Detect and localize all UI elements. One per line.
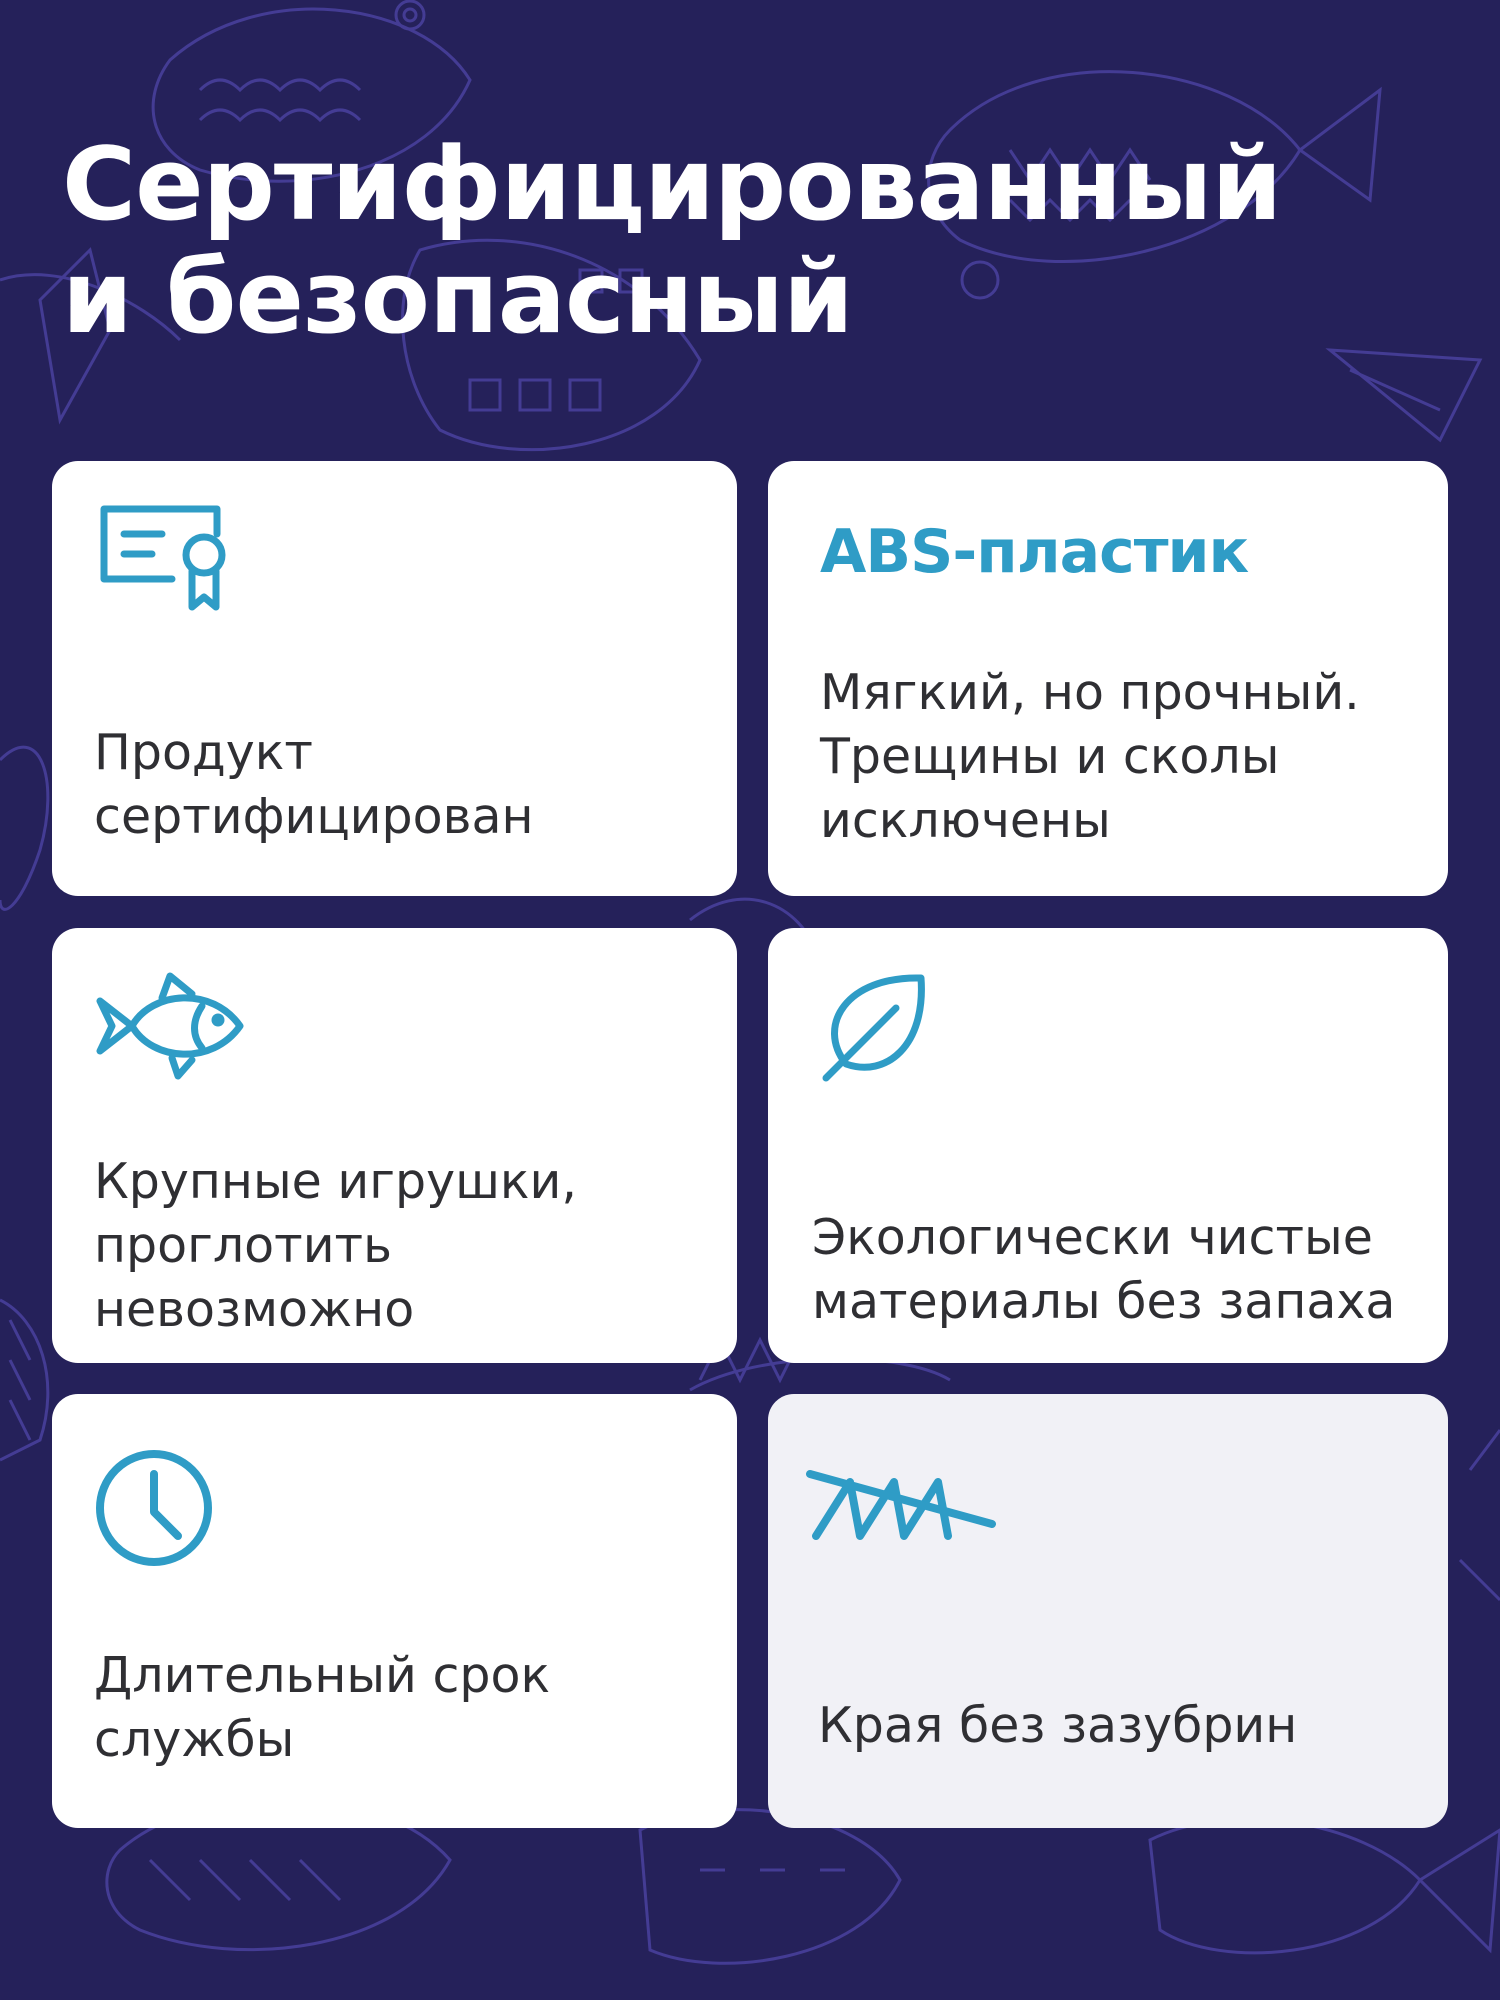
- text-line: Крупные игрушки,: [94, 1153, 577, 1210]
- text-line: Продукт: [94, 724, 313, 781]
- feature-card-eco: [768, 928, 1448, 1363]
- feature-text: [94, 1644, 717, 1772]
- feature-text: [94, 721, 717, 849]
- text-line: исключены: [820, 792, 1111, 849]
- text-line: материалы без запаха: [812, 1273, 1396, 1330]
- title-line-2: и безопасный: [62, 238, 853, 356]
- text-line: невозможно: [94, 1281, 415, 1338]
- clock-icon: [90, 1444, 220, 1574]
- feature-text: [94, 1150, 717, 1342]
- feature-text: [812, 1206, 1428, 1334]
- feature-text: [818, 1694, 1428, 1758]
- text-line: сертифицирован: [94, 788, 534, 845]
- feature-text: [820, 661, 1428, 853]
- text-line: Трещины и сколы: [820, 728, 1280, 785]
- material-heading: ABS-пластик: [820, 517, 1249, 587]
- text-line: службы: [94, 1711, 295, 1768]
- fish-icon: [92, 966, 252, 1086]
- text-line: Экологически чистые: [812, 1209, 1373, 1266]
- no-jagged-edges-icon: [802, 1464, 1002, 1554]
- text-line: Длительный срок: [94, 1647, 551, 1704]
- feature-card-durability: [52, 1394, 737, 1828]
- text-line: Мягкий, но прочный.: [820, 664, 1360, 721]
- text-line: Края без зазубрин: [818, 1697, 1298, 1754]
- feature-card-certified: [52, 461, 737, 896]
- page-title: [62, 125, 1462, 356]
- certificate-icon: [92, 499, 232, 619]
- leaf-icon: [816, 966, 936, 1086]
- text-line: проглотить: [94, 1217, 392, 1274]
- feature-card-large-toys: [52, 928, 737, 1363]
- feature-card-smooth-edges: [768, 1394, 1448, 1828]
- title-line-1: Сертифицированный: [62, 125, 1282, 243]
- feature-card-abs-plastic: [768, 461, 1448, 896]
